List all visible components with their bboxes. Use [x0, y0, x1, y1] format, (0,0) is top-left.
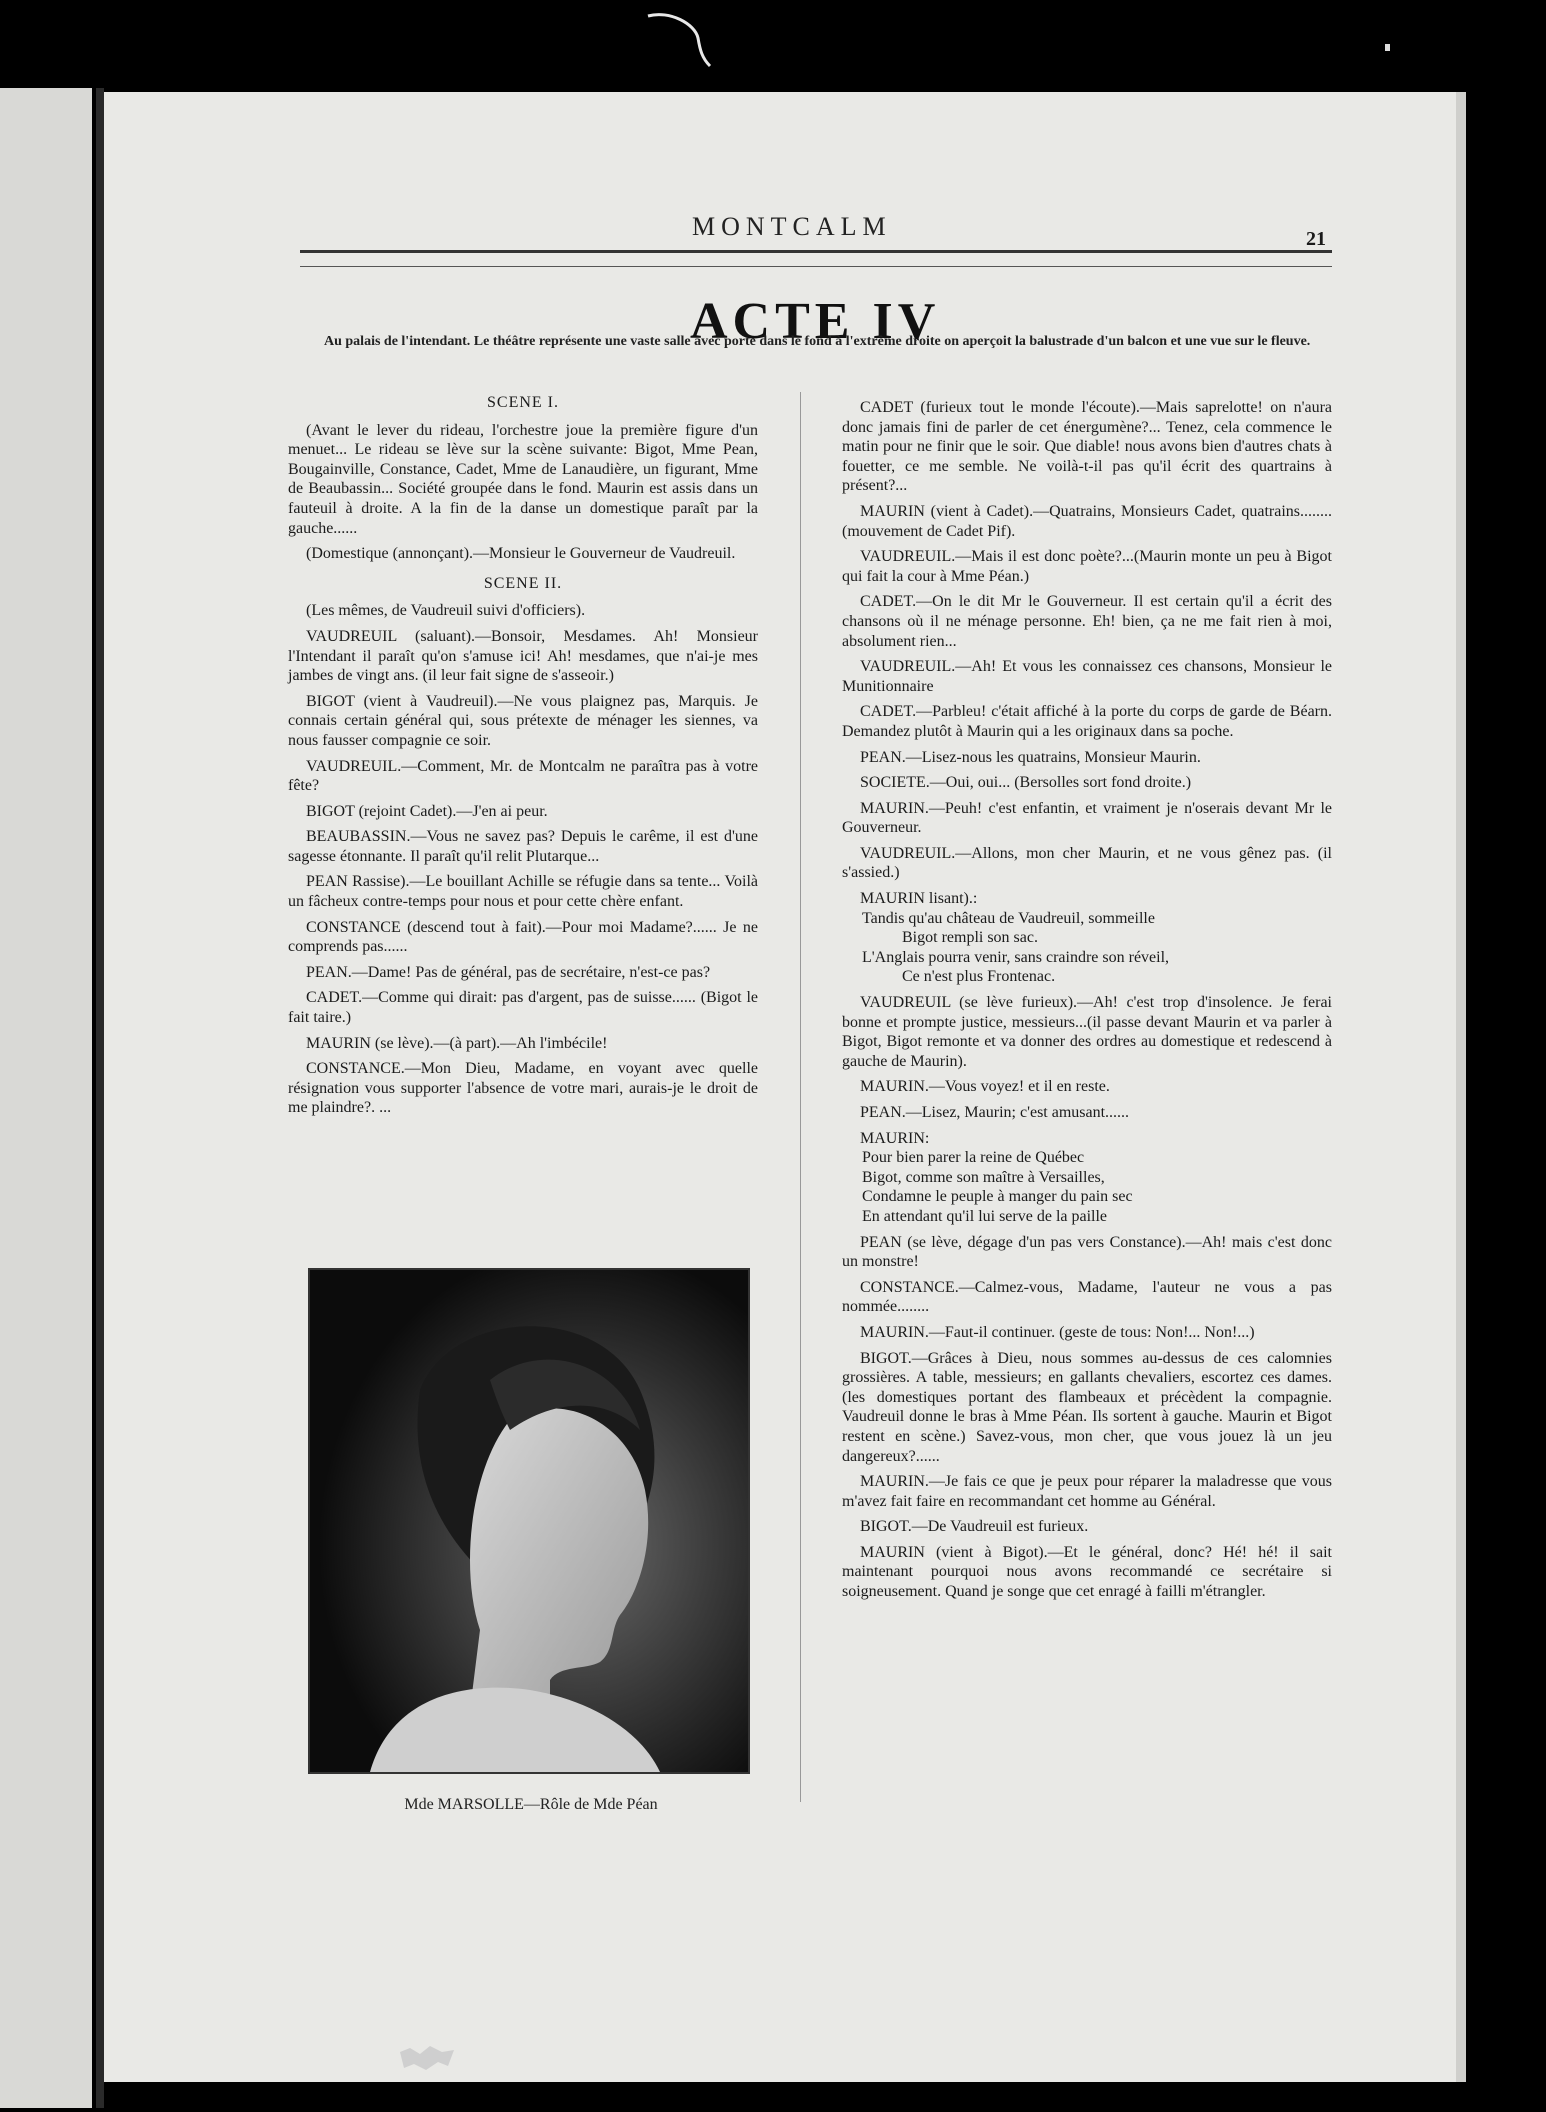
verse-line: Condamne le peuple à manger du pain sec — [862, 1188, 1133, 1206]
photo-caption: Mde MARSOLLE—Rôle de Mde Péan — [404, 1796, 658, 1813]
dialogue-paragraph: VAUDREUIL.—Allons, mon cher Maurin, et ne vous gênez pas. (il s'assied.) — [842, 844, 1332, 882]
left-column — [288, 383, 758, 1118]
portrait-photo — [308, 1268, 750, 1774]
dialogue-paragraph: (Les mêmes, de Vaudreuil suivi d'officiers). — [306, 602, 586, 620]
dialogue-paragraph: MAURIN lisant).: — [860, 890, 978, 908]
right-column — [842, 392, 1332, 1602]
dialogue-paragraph: CADET.—Comme qui dirait: pas d'argent, pas de suisse...... (Bigot le fait taire.) — [288, 989, 758, 1027]
dialogue-paragraph: CADET.—On le dit Mr le Gouverneur. Il est certain qu'il a écrit des chansons où il ne ménage personne. Eh! bien, ça ne me fait rien à moi, absolument rien... — [842, 593, 1332, 650]
page-edge — [1456, 92, 1466, 2082]
running-title: MONTCALM — [692, 212, 892, 241]
page-number: 21 — [1306, 228, 1326, 250]
scene-heading: SCENE II. — [483, 574, 563, 592]
dialogue-paragraph: MAURIN.—Peuh! c'est enfantin, et vraiment je n'oserais devant Mr le Gouverneur. — [842, 799, 1332, 837]
dialogue-paragraph: MAURIN.—Faut-il continuer. (geste de tous: Non!... Non!...) — [860, 1323, 1255, 1341]
dialogue-paragraph: PEAN.—Lisez, Maurin; c'est amusant...... — [860, 1104, 1130, 1121]
binding-gutter — [96, 88, 104, 2108]
verse-line: Pour bien parer la reine de Québec — [862, 1149, 1085, 1167]
scene-heading: SCENE I. — [487, 394, 559, 411]
dialogue-paragraph: BIGOT (vient à Vaudreuil).—Ne vous plaignez pas, Marquis. Je connais certain général qui, sous prétexte de ménager les siennes, va nous fausser compagnie ce soir. — [288, 692, 758, 749]
dialogue-paragraph: PEAN.—Lisez-nous les quatrains, Monsieur Maurin. — [860, 748, 1201, 766]
verse-line: Bigot rempli son sac. — [902, 929, 1038, 947]
dialogue-paragraph: (Domestique (annonçant).—Monsieur le Gouverneur de Vaudreuil. — [306, 545, 736, 563]
dialogue-paragraph: VAUDREUIL.—Comment, Mr. de Montcalm ne paraîtra pas à votre fête? — [288, 757, 758, 795]
dialogue-paragraph: BIGOT.—Grâces à Dieu, nous sommes au-dessus de ces calomnies grossières. A table, messieurs; en gallants chevaliers, escortez ces dames. (les domestiques portant des flambeaux et précèdent la compagnie. Vaudreuil donne le bras à Mme Péan. Ils sortent à gauche. Maurin et Bigot restent en scène.) Savez-vous, mon cher, que vous jouez là un jeu dangereux?...... — [842, 1349, 1332, 1465]
verse-line: L'Anglais pourra venir, sans craindre son réveil, — [862, 948, 1170, 966]
dialogue-paragraph: CADET (furieux tout le monde l'écoute).—Mais saprelotte! on n'aura donc jamais fini de parler de cet énergumène?... Tenez, cela commence le matin pour ne finir que le soir. Que diable! nous avons bien d'autres chats à fouetter, ce me semble. Ne voilà-t-il pas qu'il écrit des quartrains à présent?... — [842, 399, 1332, 495]
scratch-mark — [640, 6, 720, 76]
stage-direction: Au palais de l'intendant. Le théâtre représente une vaste salle avec porte dans le fond à l'extrême droite on aperçoit la balustrade d'un balcon et une vue sur le fleuve. — [324, 334, 1311, 349]
verse-line: Ce n'est plus Frontenac. — [902, 968, 1056, 986]
verse-line: Bigot, comme son maître à Versailles, — [862, 1168, 1105, 1186]
dialogue-paragraph: PEAN Rassise).—Le bouillant Achille se réfugie dans sa tente... Voilà un fâcheux contre-temps pour nous et pour cette chère enfant. — [288, 873, 758, 911]
dialogue-paragraph: VAUDREUIL.—Ah! Et vous les connaissez ces chansons, Monsieur le Munitionnaire — [842, 658, 1332, 695]
column-rule — [800, 392, 801, 1802]
dialogue-paragraph: BIGOT (rejoint Cadet).—J'en ai peur. — [306, 802, 548, 820]
dialogue-paragraph: CONSTANCE (descend tout à fait).—Pour moi Madame?...... Je ne comprends pas...... — [288, 918, 758, 956]
dialogue-paragraph: BIGOT.—De Vaudreuil est furieux. — [860, 1518, 1089, 1536]
dialogue-paragraph: MAURIN (vient à Bigot).—Et le général, donc? Hé! hé! il sait maintenant pourquoi nous avons recommandé ce secrétaire si soigneusement. Quand je songe que cet enragé à failli m'étrangler. — [842, 1543, 1332, 1601]
dialogue-paragraph: VAUDREUIL (se lève furieux).—Ah! c'est trop d'insolence. Je ferai bonne et prompte justice, messieurs...(il passe devant Maurin et va parler à Bigot, Bigot remonte et va donner des ordres au domestique et redescend à gauche de Maurin). — [842, 994, 1332, 1070]
dialogue-paragraph: CADET.—Parbleu! c'était affiché à la porte du corps de garde de Béarn. Demandez plutôt à Maurin qui a les originaux dans sa poche. — [842, 703, 1332, 740]
dialogue-paragraph: MAURIN.—Vous voyez! et il en reste. — [860, 1078, 1110, 1096]
dialogue-paragraph: MAURIN (vient à Cadet).—Quatrains, Monsieurs Cadet, quatrains........ (mouvement de Cadet Pif). — [842, 502, 1332, 540]
facing-page — [0, 88, 92, 2108]
dialogue-paragraph: PEAN.—Dame! Pas de général, pas de secrétaire, n'est-ce pas? — [306, 963, 711, 981]
verse-line: Tandis qu'au château de Vaudreuil, sommeille — [862, 909, 1155, 927]
act-title: ACTE IV — [690, 293, 941, 350]
dialogue-paragraph: MAURIN.—Je fais ce que je peux pour réparer la maladresse que vous m'avez fait faire en recommandant cet homme au Général. — [842, 1473, 1332, 1510]
dialogue-paragraph: CONSTANCE.—Mon Dieu, Madame, en voyant avec quelle résignation vous supporter l'absence de votre mari, aurais-je le droit de me plaindre?. ... — [288, 1060, 758, 1117]
verse-line: En attendant qu'il lui serve de la paille — [862, 1207, 1108, 1225]
smudge-mark — [398, 2040, 458, 2080]
dialogue-paragraph: VAUDREUIL (saluant).—Bonsoir, Mesdames. Ah! Monsieur l'Intendant il paraît qu'on s'amuse ici! Ah! mesdames, que n'ai-je mes jambes de vingt ans. (il leur fait signe de s'asseoir.) — [288, 627, 758, 685]
dialogue-paragraph: MAURIN: — [860, 1129, 930, 1147]
dialogue-paragraph: (Avant le lever du rideau, l'orchestre joue la première figure d'un menuet... Le rideau se lève sur la scène suivante: Bigot, Mme Pean, Bougainville, Constance, Cadet, Mme de Lanaudière, un figurant, Mme de Beaubassin... Société groupée dans le fond. Maurin est assis dans un fauteuil à droite. A la fin de la danse un domestique paraît par la gauche...... — [288, 421, 758, 537]
dialogue-paragraph: VAUDREUIL.—Mais il est donc poète?...(Maurin monte un peu à Bigot qui fait la cour à Mme Péan.) — [842, 548, 1332, 585]
dialogue-paragraph: SOCIETE.—Oui, oui... (Bersolles sort fond droite.) — [860, 774, 1192, 792]
speck — [1385, 44, 1390, 51]
dialogue-paragraph: MAURIN (se lève).—(à part).—Ah l'imbécile! — [306, 1034, 608, 1052]
header-rule-thin — [300, 266, 1332, 267]
dialogue-paragraph: BEAUBASSIN.—Vous ne savez pas? Depuis le carême, il est d'une sagesse étonnante. Il paraît qu'il relit Plutarque... — [288, 828, 758, 865]
header-rule — [300, 250, 1332, 253]
dialogue-paragraph: CONSTANCE.—Calmez-vous, Madame, l'auteur ne vous a pas nommée........ — [842, 1278, 1332, 1316]
portrait-image — [310, 1270, 748, 1772]
dialogue-paragraph: PEAN (se lève, dégage d'un pas vers Constance).—Ah! mais c'est donc un monstre! — [842, 1233, 1332, 1271]
